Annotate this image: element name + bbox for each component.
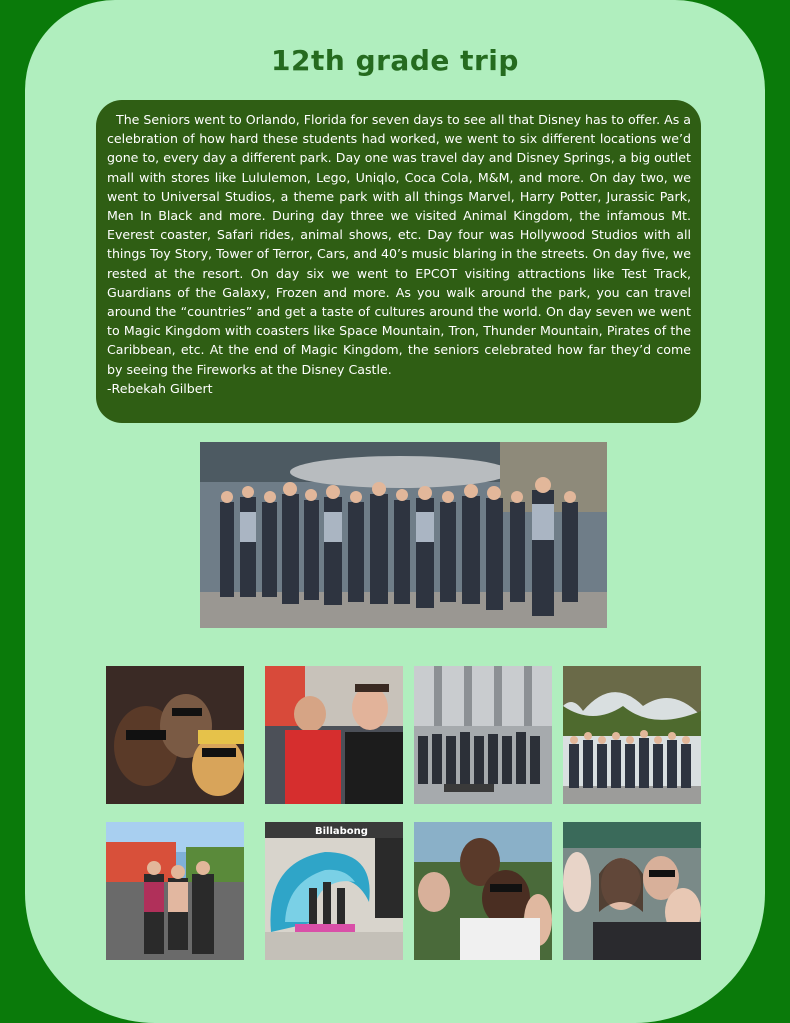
trip-photo-4: [563, 666, 701, 804]
trip-photo-1: [106, 666, 244, 804]
trip-photo-5: [106, 822, 244, 960]
billabong-sign: Billabong: [315, 826, 368, 837]
trip-photo-7: [414, 822, 552, 960]
trip-photo-3: [414, 666, 552, 804]
page-title: 12th grade trip: [271, 44, 519, 77]
story-box: [96, 100, 701, 423]
trip-photo-8: [563, 822, 701, 960]
trip-photo-6-billabong: [265, 822, 403, 960]
trip-photo-2: [265, 666, 403, 804]
story-body: The Seniors went to Orlando, Florida for seven days to see all that Disney has to offer. As a celebration of how hard these students had worked, we went to six different locations we’d gone to, every day a different park. Day one was travel day and Disney Springs, a big outlet mall with stores like Lululemon, Lego, Uniqlo, Coca Cola, M&M, and more. On day two, we went to Universal Studios, a theme park with all things Marvel, Harry Potter, Jurassic Park, Men In Black and more. During day three we visited Animal Kingdom, the infamous Mt. Everest coaster, Safari rides, animal shows, etc. Day four was Hollywood Studios with all things Toy Story, Tower of Terror, Cars, and 40’s music blaring in the streets. On day five, we rested at the resort. On day six we went to EPCOT visiting attractions like Test Track, Guardians of the Galaxy, Frozen and more. As you walk around the park, you can travel around the “countries” and get a taste of cultures around the world. On day seven we went to Magic Kingdom with coasters like Space Mountain, Tron, Thunder Mountain, Pirates of the Caribbean, etc. At the end of Magic Kingdom, the seniors celebrated how far they’d come by seeing the Fireworks at the Disney Castle.: [107, 112, 692, 377]
story-author: -Rebekah Gilbert: [107, 380, 213, 396]
group-photo-main: [200, 442, 607, 628]
